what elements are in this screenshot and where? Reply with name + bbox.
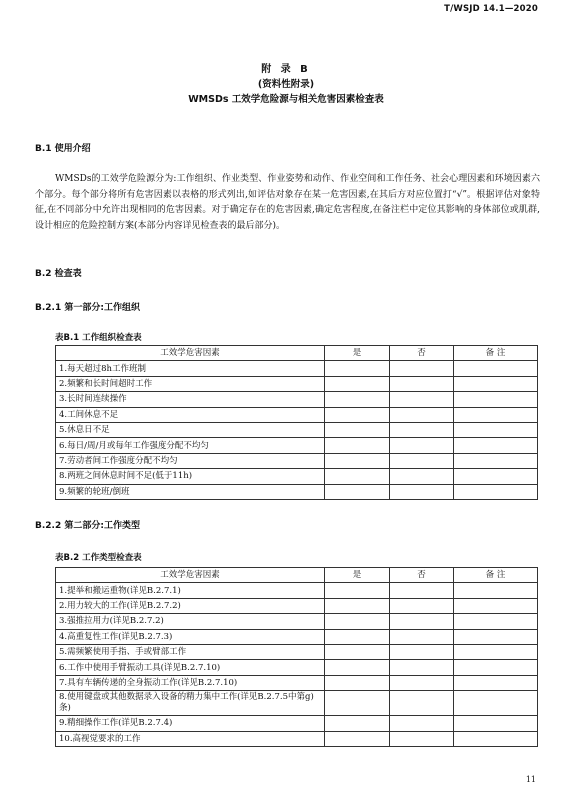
hazard-factor-cell: 5.需频繁使用手指、手或臂部工作 [56, 644, 325, 659]
yes-checkbox-cell[interactable] [325, 731, 390, 746]
table-b2-body [56, 583, 538, 747]
no-checkbox-cell[interactable] [390, 660, 454, 675]
table-row [56, 392, 538, 407]
table-row [56, 629, 538, 644]
remarks-cell[interactable] [454, 407, 538, 422]
header-remarks: 备 注 [454, 568, 538, 583]
header-factor: 工效学危害因素 [56, 568, 325, 583]
no-checkbox-cell[interactable] [390, 422, 454, 437]
table-b1-caption: 表B.1 工作组织检查表 [55, 333, 142, 343]
remarks-cell[interactable] [454, 614, 538, 629]
hazard-factor-cell: 9.频繁的轮班/倒班 [56, 484, 325, 499]
remarks-cell[interactable] [454, 484, 538, 499]
table-row [56, 469, 538, 484]
yes-checkbox-cell[interactable] [325, 438, 390, 453]
yes-checkbox-cell[interactable] [325, 453, 390, 468]
table-row [56, 644, 538, 659]
hazard-factor-cell: 5.休息日不足 [56, 422, 325, 437]
yes-checkbox-cell[interactable] [325, 392, 390, 407]
yes-checkbox-cell[interactable] [325, 660, 390, 675]
remarks-cell[interactable] [454, 422, 538, 437]
no-checkbox-cell[interactable] [390, 438, 454, 453]
table-header-row [56, 568, 538, 583]
section-b1-heading: B.1 使用介绍 [35, 144, 91, 154]
appendix-subtitle: (资料性附录) [257, 79, 315, 90]
hazard-factor-cell: 6.工作中使用手臂振动工具(详见B.2.7.10) [56, 660, 325, 675]
yes-checkbox-cell[interactable] [325, 422, 390, 437]
no-checkbox-cell[interactable] [390, 629, 454, 644]
table-row [56, 660, 538, 675]
hazard-factor-cell: 10.高视觉要求的工作 [56, 731, 325, 746]
page-number: 11 [525, 775, 536, 784]
section-b22-heading: B.2.2 第二部分:工作类型 [35, 521, 140, 531]
yes-checkbox-cell[interactable] [325, 716, 390, 731]
hazard-factor-cell: 1.每天超过8h工作班制 [56, 361, 325, 376]
remarks-cell[interactable] [454, 691, 538, 716]
remarks-cell[interactable] [454, 660, 538, 675]
remarks-cell[interactable] [454, 583, 538, 598]
yes-checkbox-cell[interactable] [325, 644, 390, 659]
no-checkbox-cell[interactable] [390, 675, 454, 690]
remarks-cell[interactable] [454, 469, 538, 484]
section-b2-heading: B.2 检查表 [35, 269, 82, 279]
remarks-cell[interactable] [454, 392, 538, 407]
remarks-cell[interactable] [454, 675, 538, 690]
section-b21-heading: B.2.1 第一部分:工作组织 [35, 303, 140, 313]
hazard-factor-cell: 9.精细操作工作(详见B.2.7.4) [56, 716, 325, 731]
hazard-factor-cell: 8.使用键盘或其他数据录入设备的精力集中工作(详见B.2.7.5中第g)条) [56, 691, 325, 716]
remarks-cell[interactable] [454, 376, 538, 391]
yes-checkbox-cell[interactable] [325, 675, 390, 690]
yes-checkbox-cell[interactable] [325, 583, 390, 598]
header-remarks: 备 注 [454, 346, 538, 361]
table-row [56, 361, 538, 376]
yes-checkbox-cell[interactable] [325, 614, 390, 629]
hazard-factor-cell: 8.两班之间休息时间不足(低于11h) [56, 469, 325, 484]
no-checkbox-cell[interactable] [390, 469, 454, 484]
yes-checkbox-cell[interactable] [325, 484, 390, 499]
hazard-factor-cell: 4.工间休息不足 [56, 407, 325, 422]
yes-checkbox-cell[interactable] [325, 629, 390, 644]
table-row [56, 453, 538, 468]
appendix-label: 附 录 B [261, 64, 311, 75]
table-b2-caption: 表B.2 工作类型检查表 [55, 553, 142, 563]
hazard-factor-cell: 3.长时间连续操作 [56, 392, 325, 407]
hazard-factor-cell: 7.劳动者间工作强度分配不均匀 [56, 453, 325, 468]
no-checkbox-cell[interactable] [390, 484, 454, 499]
appendix-header [0, 62, 572, 107]
table-row [56, 731, 538, 746]
hazard-factor-cell: 3.强推拉用力(详见B.2.7.2) [56, 614, 325, 629]
hazard-factor-cell: 2.频繁和长时间超时工作 [56, 376, 325, 391]
header-no: 否 [390, 568, 454, 583]
no-checkbox-cell[interactable] [390, 407, 454, 422]
yes-checkbox-cell[interactable] [325, 691, 390, 716]
table-b1-body [56, 361, 538, 500]
table-row [56, 675, 538, 690]
remarks-cell[interactable] [454, 453, 538, 468]
remarks-cell[interactable] [454, 731, 538, 746]
header-yes: 是 [325, 346, 390, 361]
table-header-row [56, 346, 538, 361]
hazard-factor-cell: 4.高重复性工作(详见B.2.7.3) [56, 629, 325, 644]
table-b1 [55, 345, 538, 500]
yes-checkbox-cell[interactable] [325, 598, 390, 613]
table-row [56, 583, 538, 598]
table-row [56, 716, 538, 731]
header-factor: 工效学危害因素 [56, 346, 325, 361]
section-b1-paragraph [35, 172, 540, 234]
table-row [56, 422, 538, 437]
remarks-cell[interactable] [454, 629, 538, 644]
no-checkbox-cell[interactable] [390, 376, 454, 391]
table-row [56, 614, 538, 629]
remarks-cell[interactable] [454, 361, 538, 376]
remarks-cell[interactable] [454, 716, 538, 731]
no-checkbox-cell[interactable] [390, 392, 454, 407]
table-row [56, 407, 538, 422]
hazard-factor-cell: 1.提举和搬运重物(详见B.2.7.1) [56, 583, 325, 598]
no-checkbox-cell[interactable] [390, 614, 454, 629]
no-checkbox-cell[interactable] [390, 691, 454, 716]
paragraph-text: WMSDs的工效学危险源分为:工作组织、作业类型、作业姿势和动作、作业空间和工作任务、社会心理因素和环境因素六个部分。每个部分将所有危害因素以表格的形式列出,如评估对象存在某一危害因素,在其后方对应位置打“√”。根据评估对象特征,在不同部分中允许出现相同的危害因素。对于确定存在的危害因素,确定危害程度,在备注栏中定位其影响的身体部位或肌群,设计相应的危险控制方案(本部分内容详见检查表的最后部分)。 [35, 174, 540, 231]
yes-checkbox-cell[interactable] [325, 469, 390, 484]
no-checkbox-cell[interactable] [390, 361, 454, 376]
no-checkbox-cell[interactable] [390, 644, 454, 659]
yes-checkbox-cell[interactable] [325, 376, 390, 391]
document-code: T/WSJD 14.1—2020 [444, 4, 538, 14]
hazard-factor-cell: 7.具有车辆传递的全身振动工作(详见B.2.7.10) [56, 675, 325, 690]
no-checkbox-cell[interactable] [390, 716, 454, 731]
appendix-title: WMSDs 工效学危险源与相关危害因素检查表 [188, 94, 384, 105]
yes-checkbox-cell[interactable] [325, 361, 390, 376]
table-row [56, 438, 538, 453]
remarks-cell[interactable] [454, 438, 538, 453]
no-checkbox-cell[interactable] [390, 453, 454, 468]
yes-checkbox-cell[interactable] [325, 407, 390, 422]
table-row [56, 691, 538, 716]
no-checkbox-cell[interactable] [390, 731, 454, 746]
table-row [56, 484, 538, 499]
no-checkbox-cell[interactable] [390, 583, 454, 598]
table-row [56, 376, 538, 391]
remarks-cell[interactable] [454, 598, 538, 613]
remarks-cell[interactable] [454, 644, 538, 659]
header-yes: 是 [325, 568, 390, 583]
table-row [56, 598, 538, 613]
hazard-factor-cell: 2.用力较大的工作(详见B.2.7.2) [56, 598, 325, 613]
no-checkbox-cell[interactable] [390, 598, 454, 613]
table-b2 [55, 567, 538, 747]
hazard-factor-cell: 6.每日/周/月或每年工作强度分配不均匀 [56, 438, 325, 453]
header-no: 否 [390, 346, 454, 361]
